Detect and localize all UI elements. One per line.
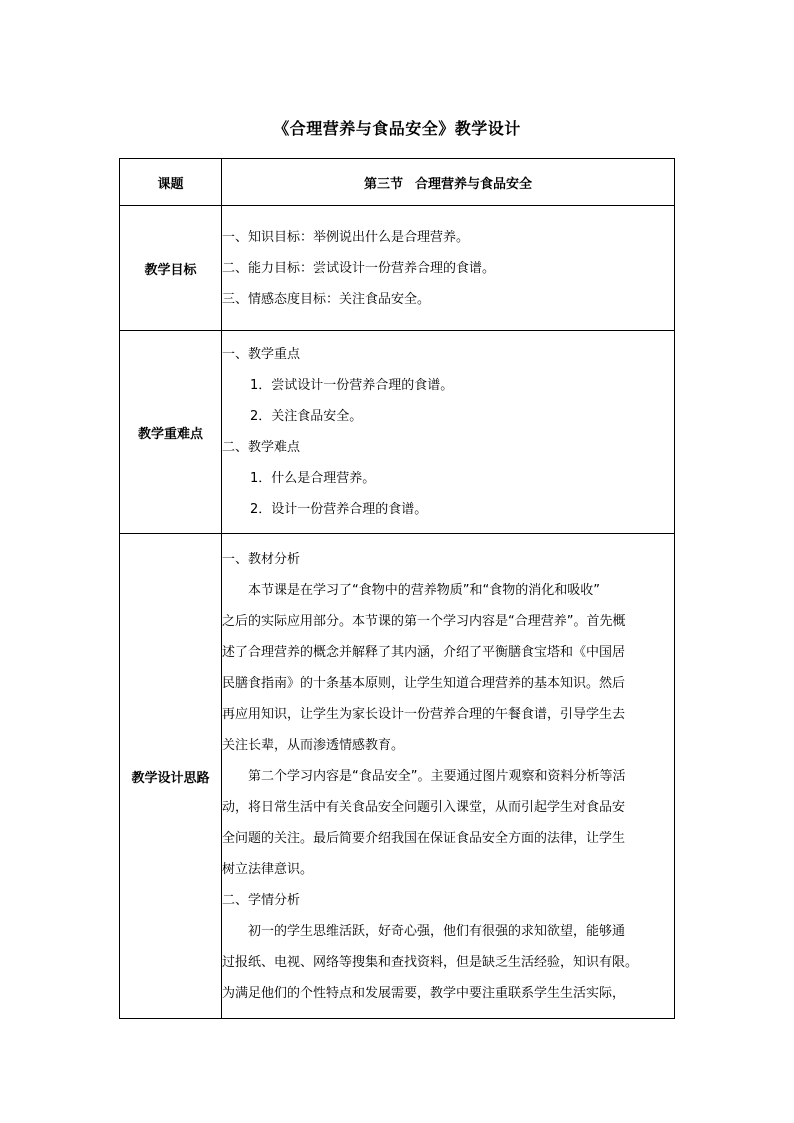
design-paragraph-line: 第二个学习内容是“食品安全”。主要通过图片观察和资料分析等活 <box>248 768 626 784</box>
design-paragraph-line: 树立法律意识。 <box>222 861 314 877</box>
key-points-row <box>120 331 675 534</box>
key-points-heading: 一、教学重点 <box>222 347 301 362</box>
topic-section: 第三节 <box>363 176 403 192</box>
design-paragraph-line: 全问题的关注。最后简要介绍我国在保证食品安全方面的法律，让学生 <box>222 830 626 846</box>
key-point-item: 2．关注食品安全。 <box>250 409 363 424</box>
objectives-label: 教学目标 <box>120 206 222 331</box>
key-points-content <box>222 331 675 534</box>
topic-label: 课题 <box>120 159 222 206</box>
design-paragraph-line: 再应用知识，让学生为家长设计一份营养合理的午餐食谱，引导学生去 <box>222 706 626 722</box>
key-points-label: 教学重难点 <box>120 331 222 534</box>
design-content <box>222 534 675 1019</box>
objectives-content <box>222 206 675 331</box>
topic-value <box>222 159 675 206</box>
design-paragraph-line: 本节课是在学习了“食物中的营养物质”和“食物的消化和吸收” <box>248 582 600 598</box>
difficulty-item: 1．什么是合理营养。 <box>250 471 376 486</box>
design-paragraph-line: 初一的学生思维活跃，好奇心强，他们有很强的求知欲望，能够通 <box>248 923 626 939</box>
objectives-row <box>120 206 675 331</box>
design-paragraph-line: 动，将日常生活中有关食品安全问题引入课堂，从而引起学生对食品安 <box>222 799 626 815</box>
design-paragraph-line: 为满足他们的个性特点和发展需要，教学中要注重联系学生生活实际， <box>222 985 626 1001</box>
difficulties-heading: 二、教学难点 <box>222 440 301 455</box>
page-title: 《合理营养与食品安全》教学设计 <box>273 119 521 138</box>
learner-analysis-heading: 二、学情分析 <box>222 892 301 908</box>
objective-line: 三、情感态度目标：关注食品安全。 <box>222 291 431 307</box>
objective-line: 二、能力目标：尝试设计一份营养合理的食谱。 <box>222 260 496 276</box>
topic-name: 合理营养与食品安全 <box>415 176 533 192</box>
design-paragraph-line: 述了合理营养的概念并解释了其内涵，介绍了平衡膳食宝塔和《中国居 <box>222 644 626 660</box>
key-point-item: 1．尝试设计一份营养合理的食谱。 <box>250 378 454 393</box>
design-row <box>120 534 675 1019</box>
design-heading: 一、教材分析 <box>222 551 301 567</box>
lesson-plan-table <box>119 158 675 1019</box>
design-paragraph-line: 之后的实际应用部分。本节课的第一个学习内容是“合理营养”。首先概 <box>222 613 626 629</box>
difficulty-item: 2．设计一份营养合理的食谱。 <box>250 502 428 517</box>
design-label: 教学设计思路 <box>120 534 222 1019</box>
design-paragraph-line: 关注长辈，从而渗透情感教育。 <box>222 737 405 753</box>
objective-line: 一、知识目标：举例说出什么是合理营养。 <box>222 229 470 245</box>
design-paragraph-line: 过报纸、电视、网络等搜集和查找资料，但是缺乏生活经验，知识有限。 <box>222 954 639 970</box>
design-paragraph-line: 民膳食指南》的十条基本原则，让学生知道合理营养的基本知识。然后 <box>222 675 626 691</box>
topic-row <box>120 159 675 206</box>
